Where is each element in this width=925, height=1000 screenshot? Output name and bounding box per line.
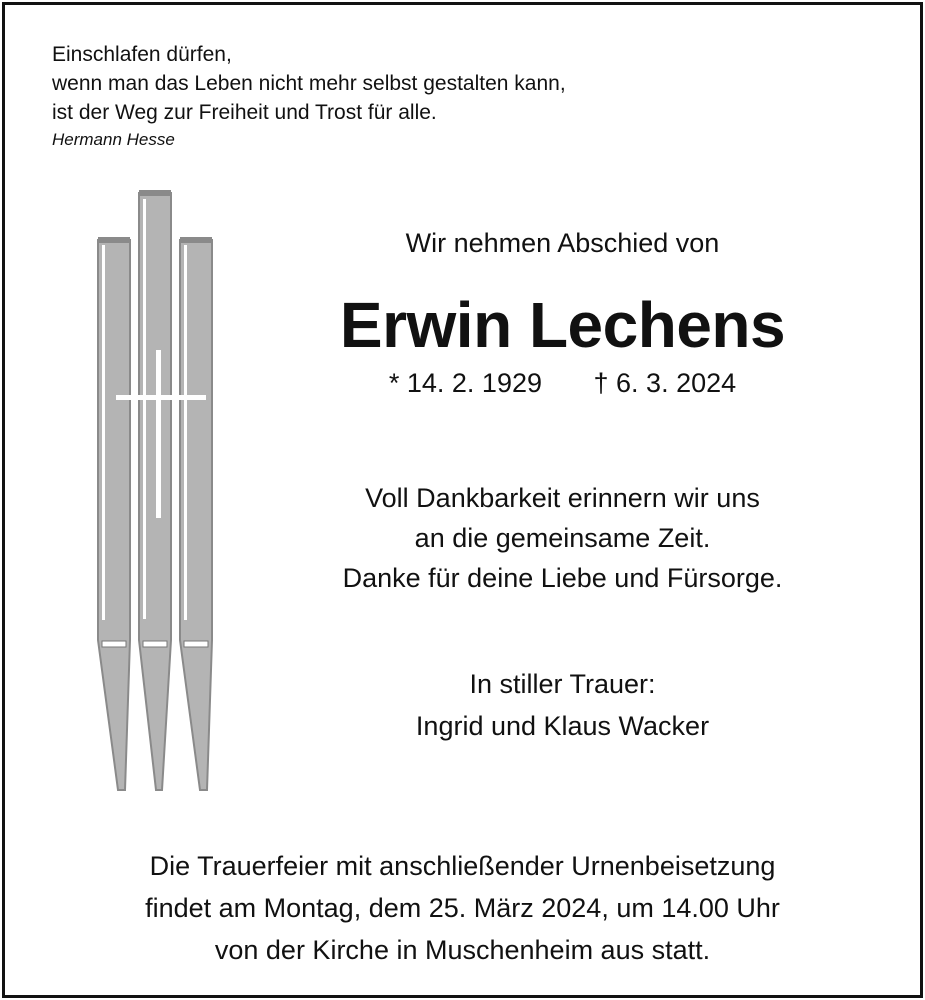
quote-author: Hermann Hesse bbox=[52, 130, 175, 149]
ceremony-line: findet am Montag, dem 25. März 2024, um 14.00 Uhr bbox=[145, 893, 780, 923]
mourning-block bbox=[290, 663, 835, 747]
ceremony-line: Die Trauerfeier mit anschließender Urnenbeisetzung bbox=[149, 851, 776, 881]
farewell-heading: Wir nehmen Abschied von bbox=[405, 228, 720, 258]
death-date: † 6. 3. 2024 bbox=[593, 368, 737, 398]
thanks-line: an die gemeinsame Zeit. bbox=[414, 523, 711, 553]
ceremony-line: von der Kirche in Muschenheim aus statt. bbox=[214, 935, 711, 965]
thanks-line: Voll Dankbarkeit erinnern wir uns bbox=[365, 483, 760, 513]
quote-line: ist der Weg zur Freiheit und Trost für alle. bbox=[52, 101, 437, 124]
quote-line: Einschlafen dürfen, bbox=[52, 43, 232, 66]
thanks-line: Danke für deine Liebe und Fürsorge. bbox=[342, 563, 783, 593]
deceased-name: Erwin Lechens bbox=[339, 289, 786, 361]
organ-pipes-cross-icon bbox=[90, 185, 225, 795]
ceremony-info bbox=[40, 845, 885, 971]
cross-horizontal bbox=[116, 395, 206, 400]
cross-vertical bbox=[156, 350, 161, 518]
birth-date: * 14. 2. 1929 bbox=[388, 368, 542, 398]
thanks-text bbox=[290, 478, 835, 598]
quote-line: wenn man das Leben nicht mehr selbst gestalten kann, bbox=[52, 72, 566, 95]
quote-block bbox=[52, 40, 566, 153]
life-dates bbox=[290, 368, 835, 399]
mourner-names: Ingrid und Klaus Wacker bbox=[415, 711, 710, 741]
mourning-intro: In stiller Trauer: bbox=[469, 669, 656, 699]
